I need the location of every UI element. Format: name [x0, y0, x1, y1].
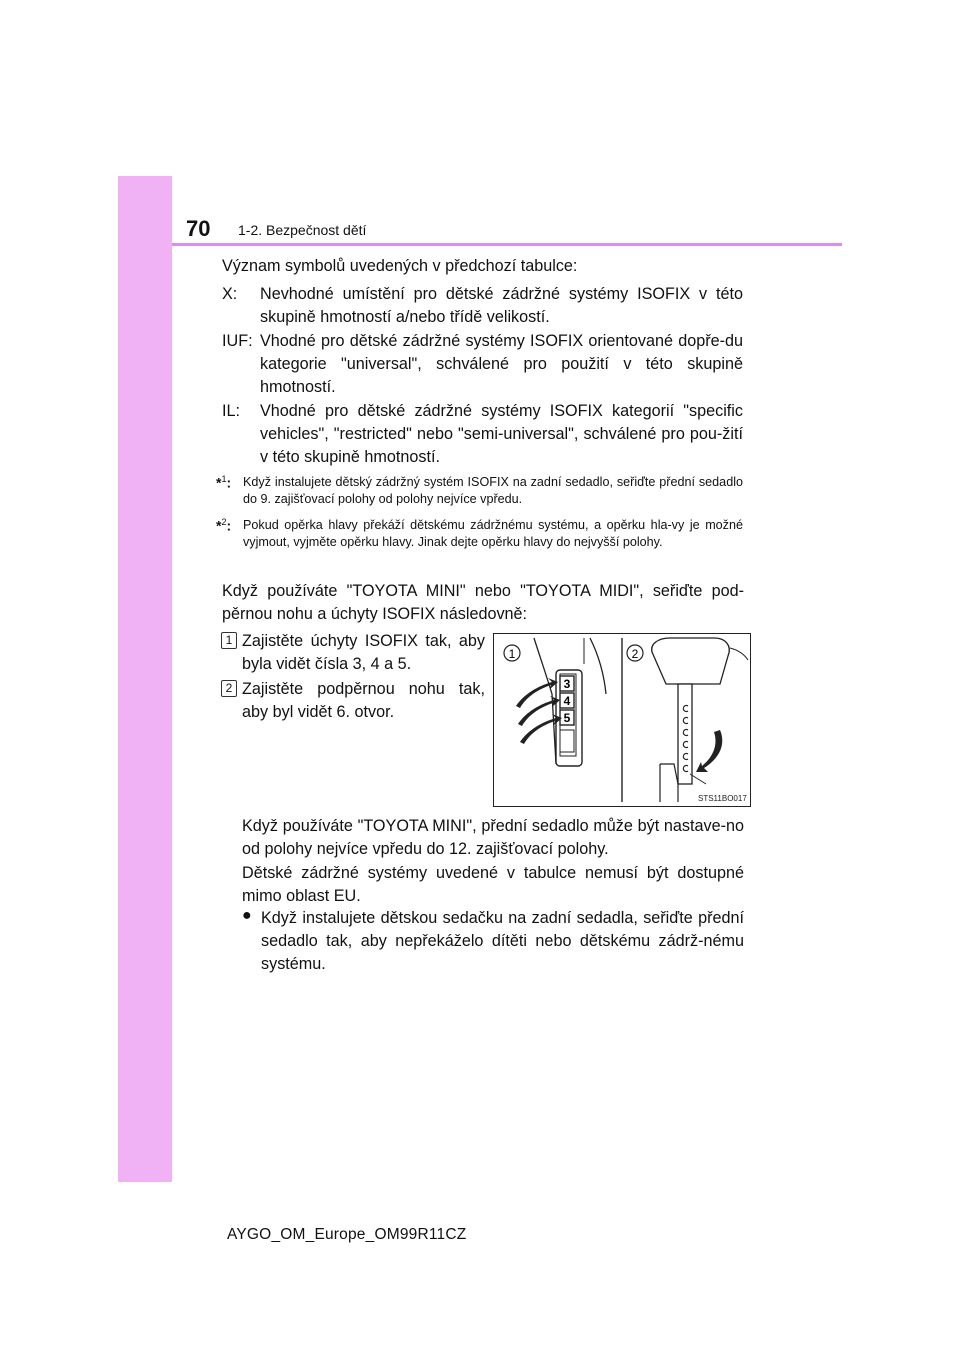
legend-text-x: Nevhodné umístění pro dětské zádržné systémy ISOFIX v této skupině hmotností a/nebo třídě velikostí. — [260, 285, 743, 326]
step-2-text: Zajistěte podpěrnou nohu tak, aby byl vidět 6. otvor. — [242, 680, 485, 721]
footnote-2: Pokud opěrka hlavy překáží dětskému zádržnému systému, a opěrku hla-vy je možné vyjmout, vyjměte opěrku hlavy. Jinak dejte opěrku hlavy do nejvyšší polohy. — [243, 518, 743, 549]
svg-text:1: 1 — [508, 647, 516, 661]
bullet-note: Když instalujete dětskou sedačku na zadní sedadla, seřiďte přední sedadlo tak, aby nepřekáželo dítěti nebo dětskému zádrž-nému systému. — [261, 909, 744, 973]
legend-code-x: X: — [222, 285, 238, 303]
support-leg — [678, 684, 692, 784]
slot-number-5 — [560, 710, 574, 725]
svg-text:4: 4 — [563, 694, 571, 708]
legend-intro: Význam symbolů uvedených v předchozí tabulce: — [222, 257, 578, 275]
slot-number-3 — [560, 676, 574, 691]
footnote-1: Když instalujete dětský zádržný systém ISOFIX na zadní sedadlo, seřiďte přední sedadlo do 9. zajišťovací polohy od polohy nejvíce vpředu. — [243, 475, 743, 506]
bullet-icon: ● — [242, 907, 252, 924]
step-2-badge: 2 — [221, 680, 237, 697]
legend-text-il: Vhodné pro dětské zádržné systémy ISOFIX kategorií "specific vehicles", "restricted" nebo "semi-universal", schválené pro pou-žití v této skupině hmotností. — [260, 402, 743, 466]
headrest-base — [652, 638, 730, 684]
page-footer: AYGO_OM_Europe_OM99R11CZ — [227, 1226, 467, 1243]
footnote-mark-1: *$^1$: — [216, 474, 232, 491]
note-eu: Dětské zádržné systémy uvedené v tabulce nemusí být dostupné mimo oblast EU. — [242, 864, 744, 905]
note-mini: Když používáte "TOYOTA MINI", přední sedadlo může být nastave-no od polohy nejvíce vpředu do 12. zajišťovací polohy. — [242, 817, 744, 858]
legend-text-iuf: Vhodné pro dětské zádržné systémy ISOFIX orientované dopře-du kategorie "universal", schválené pro použití v této skupině hmotností. — [260, 332, 743, 396]
header-rule — [172, 243, 842, 246]
page-number: 70 — [186, 216, 211, 241]
chapter-sidebar-band — [118, 176, 172, 1182]
svg-text:5: 5 — [563, 711, 571, 725]
legend-code-iuf: IUF: — [222, 332, 253, 350]
step-1-text: Zajistěte úchyty ISOFIX tak, aby byla vidět čísla 3, 4 a 5. — [242, 632, 485, 673]
instruction-intro: Když používáte "TOYOTA MINI" nebo "TOYOTA MIDI", seřiďte pod-pěrnou nohu a úchyty ISOFIX následovně: — [222, 582, 744, 623]
pointing-arrows — [516, 678, 562, 744]
svg-text:2: 2 — [631, 647, 639, 661]
footnote-mark-2: *$^2$: — [216, 517, 232, 534]
svg-text:3: 3 — [563, 677, 571, 691]
step-1-badge: 1 — [221, 632, 237, 649]
legend-code-il: IL: — [222, 402, 240, 420]
support-leg-arrow — [696, 730, 722, 772]
section-title: 1-2. Bezpečnost dětí — [238, 222, 367, 238]
isofix-illustration — [493, 633, 751, 807]
figure-code: STS11BO017 — [698, 794, 747, 803]
slot-number-4 — [560, 693, 574, 708]
